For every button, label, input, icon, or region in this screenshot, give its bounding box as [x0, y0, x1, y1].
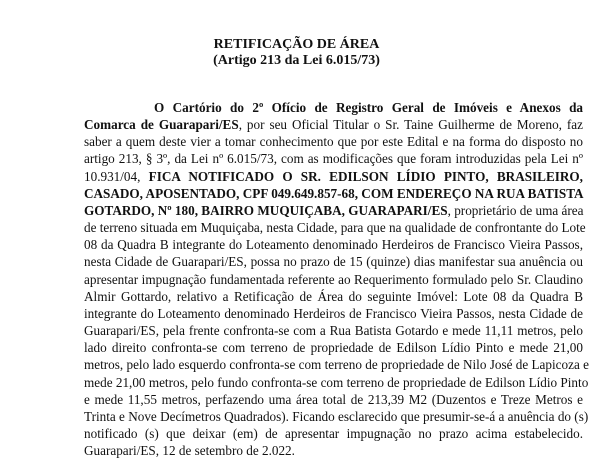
text-segment: Guarapari/ES, 12 de setembro de 2.022.	[84, 443, 295, 459]
text-segment: , por seu Oficial Titular o Sr. Taine Guilherme de Moreno, faz	[238, 117, 583, 133]
bold-text-segment: O Cartório do 2º Ofício de Registro Geral de Imóveis e Anexos da	[154, 100, 583, 115]
text-segment: metros, pelo lado esquerdo confronta-se com terreno de propriedade de Nilo José de Lapicoza e	[84, 357, 589, 373]
body-line	[84, 116, 583, 133]
body-line	[84, 425, 583, 442]
bold-text-segment: FICA NOTIFICADO O SR. EDILSON LÍDIO PINTO, BRASILEIRO,	[148, 168, 583, 184]
document-body	[84, 99, 589, 459]
body-line	[84, 305, 583, 322]
text-segment: mede 21,00 metros, pelo fundo confronta-se com terreno de propriedade de Edilson Lídio Pinto	[84, 374, 589, 390]
body-line	[84, 99, 583, 116]
document-title: RETIFICAÇÃO DE ÁREA	[213, 37, 380, 52]
body-line	[84, 442, 583, 459]
body-line	[84, 408, 589, 425]
body-line	[84, 219, 586, 236]
bold-text-segment: Comarca de Guarapari/ES	[84, 117, 239, 133]
text-segment: notificado (s) que deixar (em) de apresentar impugnação no prazo acima estabelecido.	[84, 425, 583, 441]
body-line	[84, 168, 583, 185]
body-line	[84, 374, 589, 391]
text-segment: apresentar impugnação fundamentada referente ao Requerimento formulado pelo Sr. Claudino	[84, 271, 583, 287]
text-segment: Almir Gottardo, relativo a Retificação de Área do seguinte Imóvel: Lote 08 da Quadra B	[84, 288, 583, 304]
body-line	[84, 236, 583, 253]
body-line	[84, 271, 583, 288]
body-line	[84, 133, 583, 150]
body-line	[84, 391, 583, 408]
text-segment: , proprietário de uma área	[447, 202, 584, 218]
body-line	[84, 322, 583, 339]
text-segment: integrante do Loteamento denominado Herdeiros de Francisco Vieira Passos, nesta Cidade de	[84, 305, 583, 321]
text-segment: saber a quem deste vier a tomar conhecimento que por este Edital e na forma do disposto no	[84, 134, 583, 150]
text-segment: nesta Cidade de Guarapari/ES, possa no prazo de 15 (quinze) dias manifestar sua anuência ou	[84, 254, 583, 270]
text-segment: lado direito confronta-se com terreno de propriedade de Edilson Lídio Pinto e mede 21,00	[84, 340, 583, 356]
text-segment: e mede 11,55 metros, perfazendo uma área total de 213,39 M2 (Duzentos e Treze Metros e	[84, 391, 583, 407]
body-line	[84, 339, 583, 356]
body-line	[84, 202, 583, 219]
bold-text-segment: CASADO, APOSENTADO, CPF 049.649.857-68, COM ENDEREÇO NA RUA BATISTA	[84, 185, 584, 201]
body-line	[84, 356, 589, 373]
text-segment: 08 da Quadra B integrante do Loteamento denominado Herdeiros de Francisco Vieira Passos,	[84, 237, 583, 253]
text-segment: 10.931/04,	[84, 168, 149, 184]
body-line	[84, 150, 583, 167]
text-segment: artigo 213, § 3º, da Lei nº 6.015/73, com as modificações que foram introduzidas pela Lei nº	[84, 151, 583, 167]
body-line	[84, 253, 583, 270]
body-line	[84, 185, 583, 202]
body-line	[84, 288, 583, 305]
bold-text-segment: GOTARDO, Nº 180, BAIRRO MUQUIÇABA, GUARAPARI/ES	[84, 202, 448, 218]
text-segment: Trinta e Nove Decímetros Quadrados). Ficando esclarecido que presumir-se-á a anuência do (s)	[84, 408, 589, 424]
text-segment: Guarapari/ES, pela frente confronta-se com a Rua Batista Gotardo e mede 11,11 metros, pelo	[84, 323, 583, 339]
text-segment: de terreno situada em Muquiçaba, nesta Cidade, para que na qualidade de confrontante do Lote	[84, 220, 586, 236]
document-subtitle: (Artigo 213 da Lei 6.015/73)	[213, 53, 380, 68]
